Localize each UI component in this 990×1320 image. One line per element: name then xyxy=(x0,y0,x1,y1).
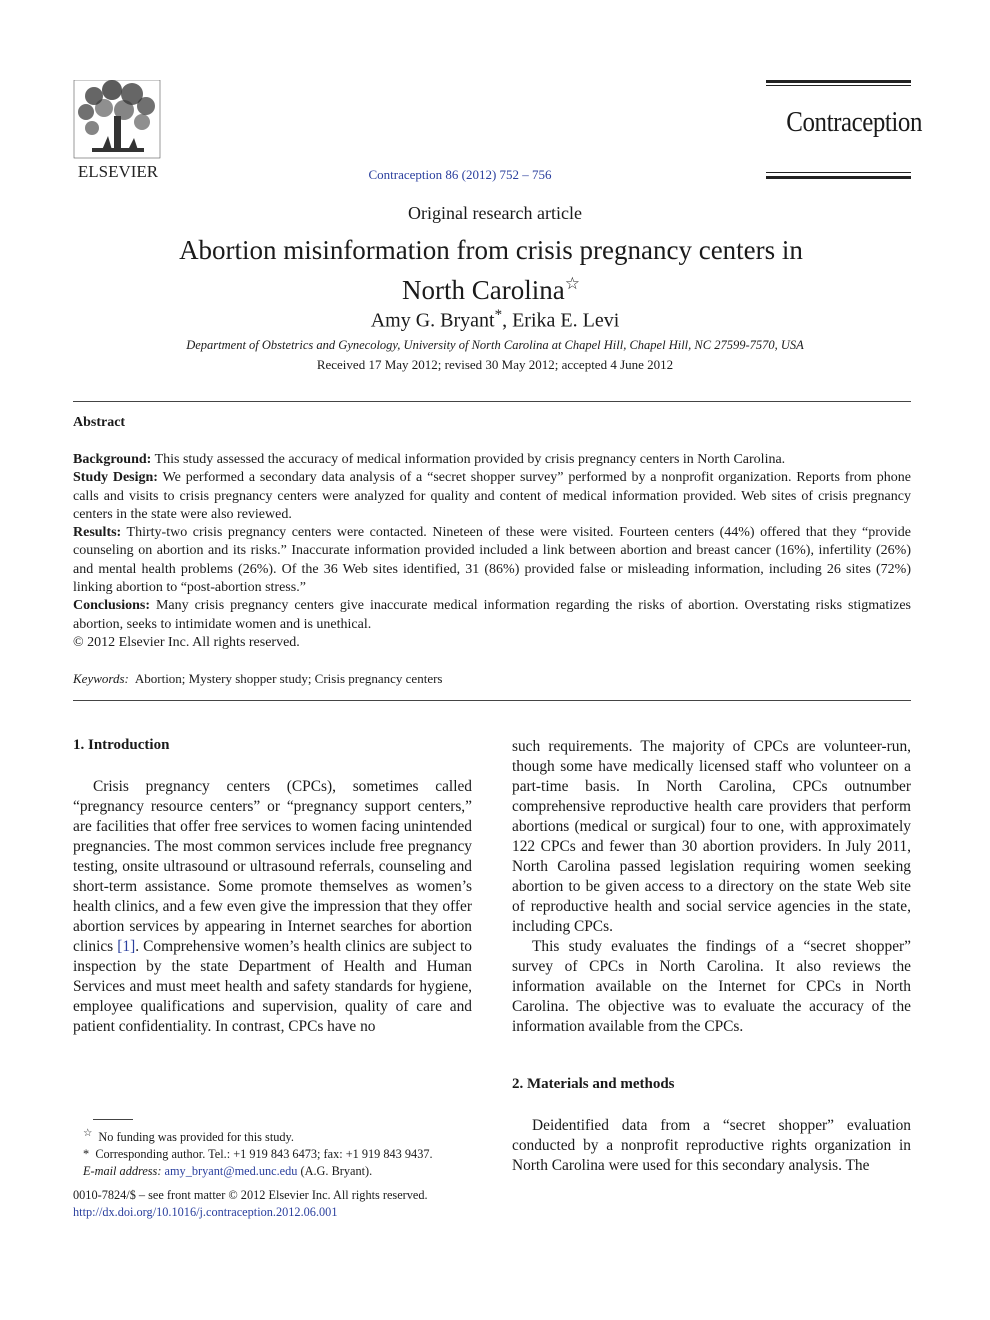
keywords xyxy=(73,671,442,687)
title-line-2 xyxy=(130,267,852,307)
abstract-copyright: © 2012 Elsevier Inc. All rights reserved. xyxy=(73,634,300,650)
funding-star: ☆ xyxy=(83,1128,93,1139)
conclusions-label: Conclusions: xyxy=(73,598,151,614)
masthead-rule-top xyxy=(766,80,911,86)
elsevier-tree-emblem xyxy=(72,80,164,180)
keywords-label: Keywords: xyxy=(73,671,129,686)
intro-paragraph-1 xyxy=(73,777,472,1037)
background-text: This study assessed the accuracy of medical information provided by crisis pregnancy centers in North Carolina. xyxy=(154,452,786,467)
design-text: We performed a secondary data analysis of a “secret shopper survey” performed by a nonprofit organization. Reports from phone calls and visits to crisis pregnancy centers were analyzed for quality and content of medical information provided. Web sites of crisis pregnancy centers in the state were also reviewed. xyxy=(73,470,911,522)
article-type: Original research article xyxy=(408,203,582,223)
methods-paragraph-1: Deidentified data from a “secret shopper” evaluation conducted by a nonprofit reproductive rights organization in North Carolina were used for this secondary analysis. The xyxy=(512,1117,911,1174)
author-list xyxy=(0,307,990,333)
methods-column-text xyxy=(512,1116,911,1176)
author-levi[interactable]: Erika E. Levi xyxy=(512,309,620,332)
email-label: E-mail address: xyxy=(83,1164,162,1179)
intro-p1-part-a: Crisis pregnancy centers (CPCs), sometimes called “pregnancy resource centers” or “pregnancy support centers,” are facilities that offer free services to women facing unintended pregnancies. The most common services include free pregnancy testing, onsite ultrasound or ultrasound referrals, counseling and short-term assistance. Some promote themselves as women’s health clinics, and a few even give the impression that they offer abortion services by appearing in Internet searches for abortion clinics xyxy=(73,778,472,955)
corresponding-text: Corresponding author. Tel.: +1 919 843 6473; fax: +1 919 843 9437. xyxy=(95,1147,433,1162)
results-text: Thirty-two crisis pregnancy centers were contacted. Nineteen of these were visited. Fourteen centers (44%) offered that they “provide counseling on abortion and its risks.” Inaccurate information provided included a link between abortion and breast cancer (16%), infertility (26%) and mental health problems (26%). Of the 36 Web sites identified, 31 (86%) provided false or misleading information, including 26 sites (72%) linking abortion to “post-abortion stress.” xyxy=(73,525,912,596)
affiliation: Department of Obstetrics and Gynecology, University of North Carolina at Chapel Hill, Chapel Hill, NC 27599-7570, USA xyxy=(186,338,804,352)
abstract-conclusions xyxy=(73,597,911,634)
title-line-1: Abortion misinformation from crisis pregnancy centers in xyxy=(179,235,803,265)
footnote-email xyxy=(73,1163,493,1180)
section-heading-introduction: 1. Introduction xyxy=(73,737,170,753)
abstract-body xyxy=(73,451,911,652)
keywords-text: Abortion; Mystery shopper study; Crisis pregnancy centers xyxy=(134,671,443,686)
received-dates: Received 17 May 2012; revised 30 May 2012; accepted 4 June 2012 xyxy=(316,357,674,372)
funding-text: No funding was provided for this study. xyxy=(98,1130,294,1145)
corresponding-star: * xyxy=(83,1147,90,1162)
footnote-corresponding xyxy=(73,1146,493,1163)
publisher-wordmark: ELSEVIER xyxy=(77,162,159,180)
abstract-rule-bottom xyxy=(73,700,911,701)
journal-citation-link[interactable]: Contraception 86 (2012) 752 – 756 xyxy=(368,167,552,182)
elsevier-logo xyxy=(72,80,164,180)
footnote-funding xyxy=(73,1125,493,1146)
footnotes xyxy=(73,1125,493,1180)
abstract-background xyxy=(73,451,911,469)
author-bryant[interactable]: Amy G. Bryant xyxy=(370,309,495,332)
intro-paragraph-2: This study evaluates the findings of a “secret shopper” survey of CPCs in North Carolina. It also reviews the information available on the Internet for CPCs in North Carolina. The objective was to evaluate the accuracy of the information available from the CPCs. xyxy=(512,938,911,1035)
article-title xyxy=(130,233,852,307)
abstract-study-design xyxy=(73,469,911,524)
intro-paragraph-1-continued: such requirements. The majority of CPCs are volunteer-run, though some have medically licensed staff who volunteer on a part-time basis. In North Carolina, CPCs outnumber comprehensive reproductive health care providers that perform abortions (medical or surgical) four to one, with approximately 122 CPCs and fewer than 30 abortion providers. In July 2011, North Carolina passed legislation requiring women seeking abortion to be given access to a directory on the state Web site of reproductive health and social service agencies in the state, including CPCs. xyxy=(512,738,911,935)
left-column-text xyxy=(73,777,472,1037)
email-link[interactable]: amy_bryant@med.unc.edu xyxy=(164,1164,298,1179)
abstract-rule-top xyxy=(73,401,911,402)
doi-link[interactable]: http://dx.doi.org/10.1016/j.contraception.2012.06.001 xyxy=(73,1205,338,1219)
intro-p1-part-b: . Comprehensive women’s health clinics are subject to inspection by the state Department of Health and Human Services and must meet health and safety standards for hygiene, employee qualifications and supervision, quality of care and patient confidentiality. In contrast, CPCs have no xyxy=(73,938,472,1035)
footnote-rule xyxy=(93,1119,133,1120)
front-matter xyxy=(73,1187,493,1221)
author-separator: , xyxy=(502,309,513,332)
masthead-rule-bottom xyxy=(766,172,911,179)
abstract-heading: Abstract xyxy=(73,415,126,430)
title-line-2-text: North Carolina xyxy=(402,275,565,305)
reference-link-1[interactable]: [1] xyxy=(117,938,136,955)
journal-masthead-title: Contraception xyxy=(786,106,923,138)
title-footnote-star[interactable]: ☆ xyxy=(564,274,580,293)
right-column-text xyxy=(512,737,911,1037)
results-label: Results: xyxy=(73,525,122,541)
corresponding-mark: * xyxy=(494,307,503,323)
section-heading-methods: 2. Materials and methods xyxy=(512,1076,675,1092)
design-label: Study Design: xyxy=(73,470,158,486)
issn-line: 0010-7824/$ – see front matter © 2012 Elsevier Inc. All rights reserved. xyxy=(73,1188,428,1202)
conclusions-text: Many crisis pregnancy centers give inaccurate medical information regarding the risks of abortion. Overstating risks stigmatizes abortion, seeks to intimidate women and is unethical. xyxy=(73,598,912,632)
background-label: Background: xyxy=(73,452,152,467)
abstract-results xyxy=(73,524,911,597)
email-owner: (A.G. Bryant). xyxy=(300,1164,373,1179)
